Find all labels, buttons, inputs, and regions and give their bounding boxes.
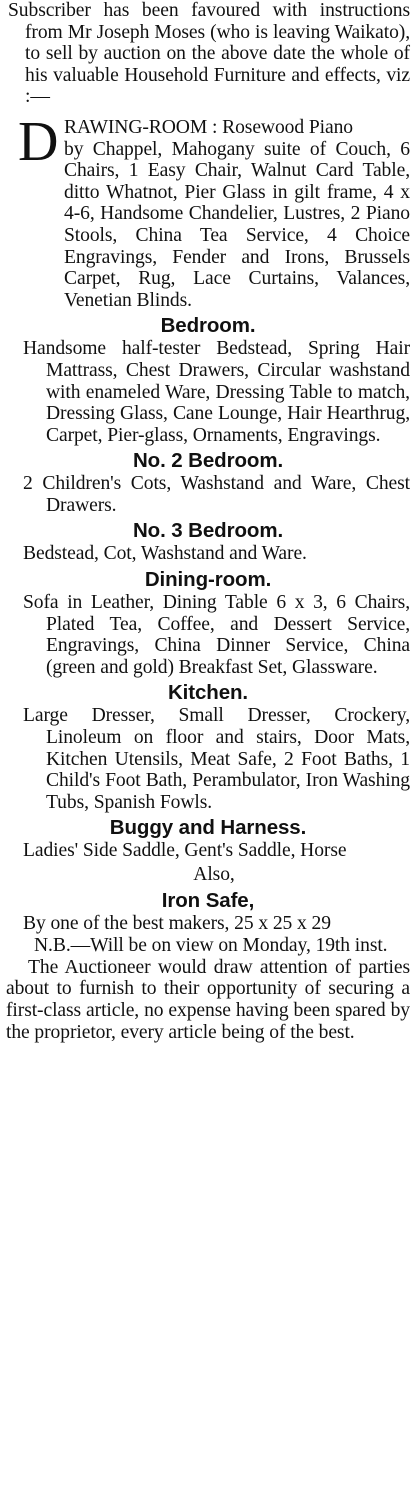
- drawing-room-first-line: RAWING-ROOM : Rosewood Piano: [64, 116, 353, 138]
- section-heading-no2-bedroom: No. 2 Bedroom.: [132, 449, 284, 473]
- section-items-no2-bedroom: 2 Children's Cots, Washstand and Ware, Chest Drawers.: [23, 473, 410, 516]
- drop-cap: D: [18, 110, 59, 173]
- section-items-dining-room: Sofa in Leather, Dining Table 6 x 3, 6 Chairs, Plated Tea, Coffee, and Dessert Service, Engravings, China Dinner Service, China (green and gold) Breakfast Set, Glassware.: [23, 592, 410, 678]
- section-items-iron-safe: By one of the best makers, 25 x 25 x 29: [23, 912, 331, 934]
- section-items-buggy-harness: Ladies' Side Saddle, Gent's Saddle, Horse: [23, 840, 347, 862]
- nb-paragraph: N.B.—Will be on view on Monday, 19th inst.: [34, 935, 388, 957]
- section-heading-iron-safe: Iron Safe,: [161, 888, 255, 912]
- section-items-no3-bedroom: Bedstead, Cot, Washstand and Ware.: [23, 543, 307, 565]
- section-heading-bedroom: Bedroom.: [160, 314, 256, 338]
- section-items-kitchen: Large Dresser, Small Dresser, Crockery, Linoleum on floor and stairs, Door Mats, Kitchen Utensils, Meat Safe, 2 Foot Baths, 1 Child's Foot Bath, Perambulator, Iron Washing Tubs, Spanish Fowls.: [23, 705, 410, 813]
- section-heading-kitchen: Kitchen.: [167, 681, 249, 705]
- drawing-room-section: [6, 110, 410, 311]
- drawing-room-items: by Chappel, Mahogany suite of Couch, 6 Chairs, 1 Easy Chair, Walnut Card Table, ditto Whatnot, Pier Glass in gilt frame, 4 x 4-6, Handsome Chandelier, Lustres, 2 Piano Stools, China Tea Service, 4 Choice Engravings, Fender and Irons, Brussels Carpet, Rug, Lace Curtains, Valances, Venetian Blinds.: [64, 138, 410, 311]
- closing-paragraph: The Auctioneer would draw attention of parties about to furnish to their opportunity of securing a first-class article, no expense having been spared by the proprietor, every article being of the best.: [6, 956, 410, 1043]
- intro-paragraph: Subscriber has been favoured with instructions from Mr Joseph Moses (who is leaving Waikato), to sell by auction on the above date the whole of his valuable Household Furniture and effects, viz :—: [8, 0, 410, 108]
- also-line: Also,: [193, 864, 235, 885]
- section-items-bedroom: Handsome half-tester Bedstead, Spring Hair Mattrass, Chest Drawers, Circular washstand with enameled Ware, Dressing Table to match, Dressing Glass, Cane Lounge, Hair Hearthrug, Carpet, Pier-glass, Ornaments, Engravings.: [23, 338, 410, 446]
- section-heading-no3-bedroom: No. 3 Bedroom.: [132, 519, 284, 543]
- section-heading-dining-room: Dining-room.: [144, 568, 272, 592]
- section-heading-buggy-harness: Buggy and Harness.: [109, 816, 307, 840]
